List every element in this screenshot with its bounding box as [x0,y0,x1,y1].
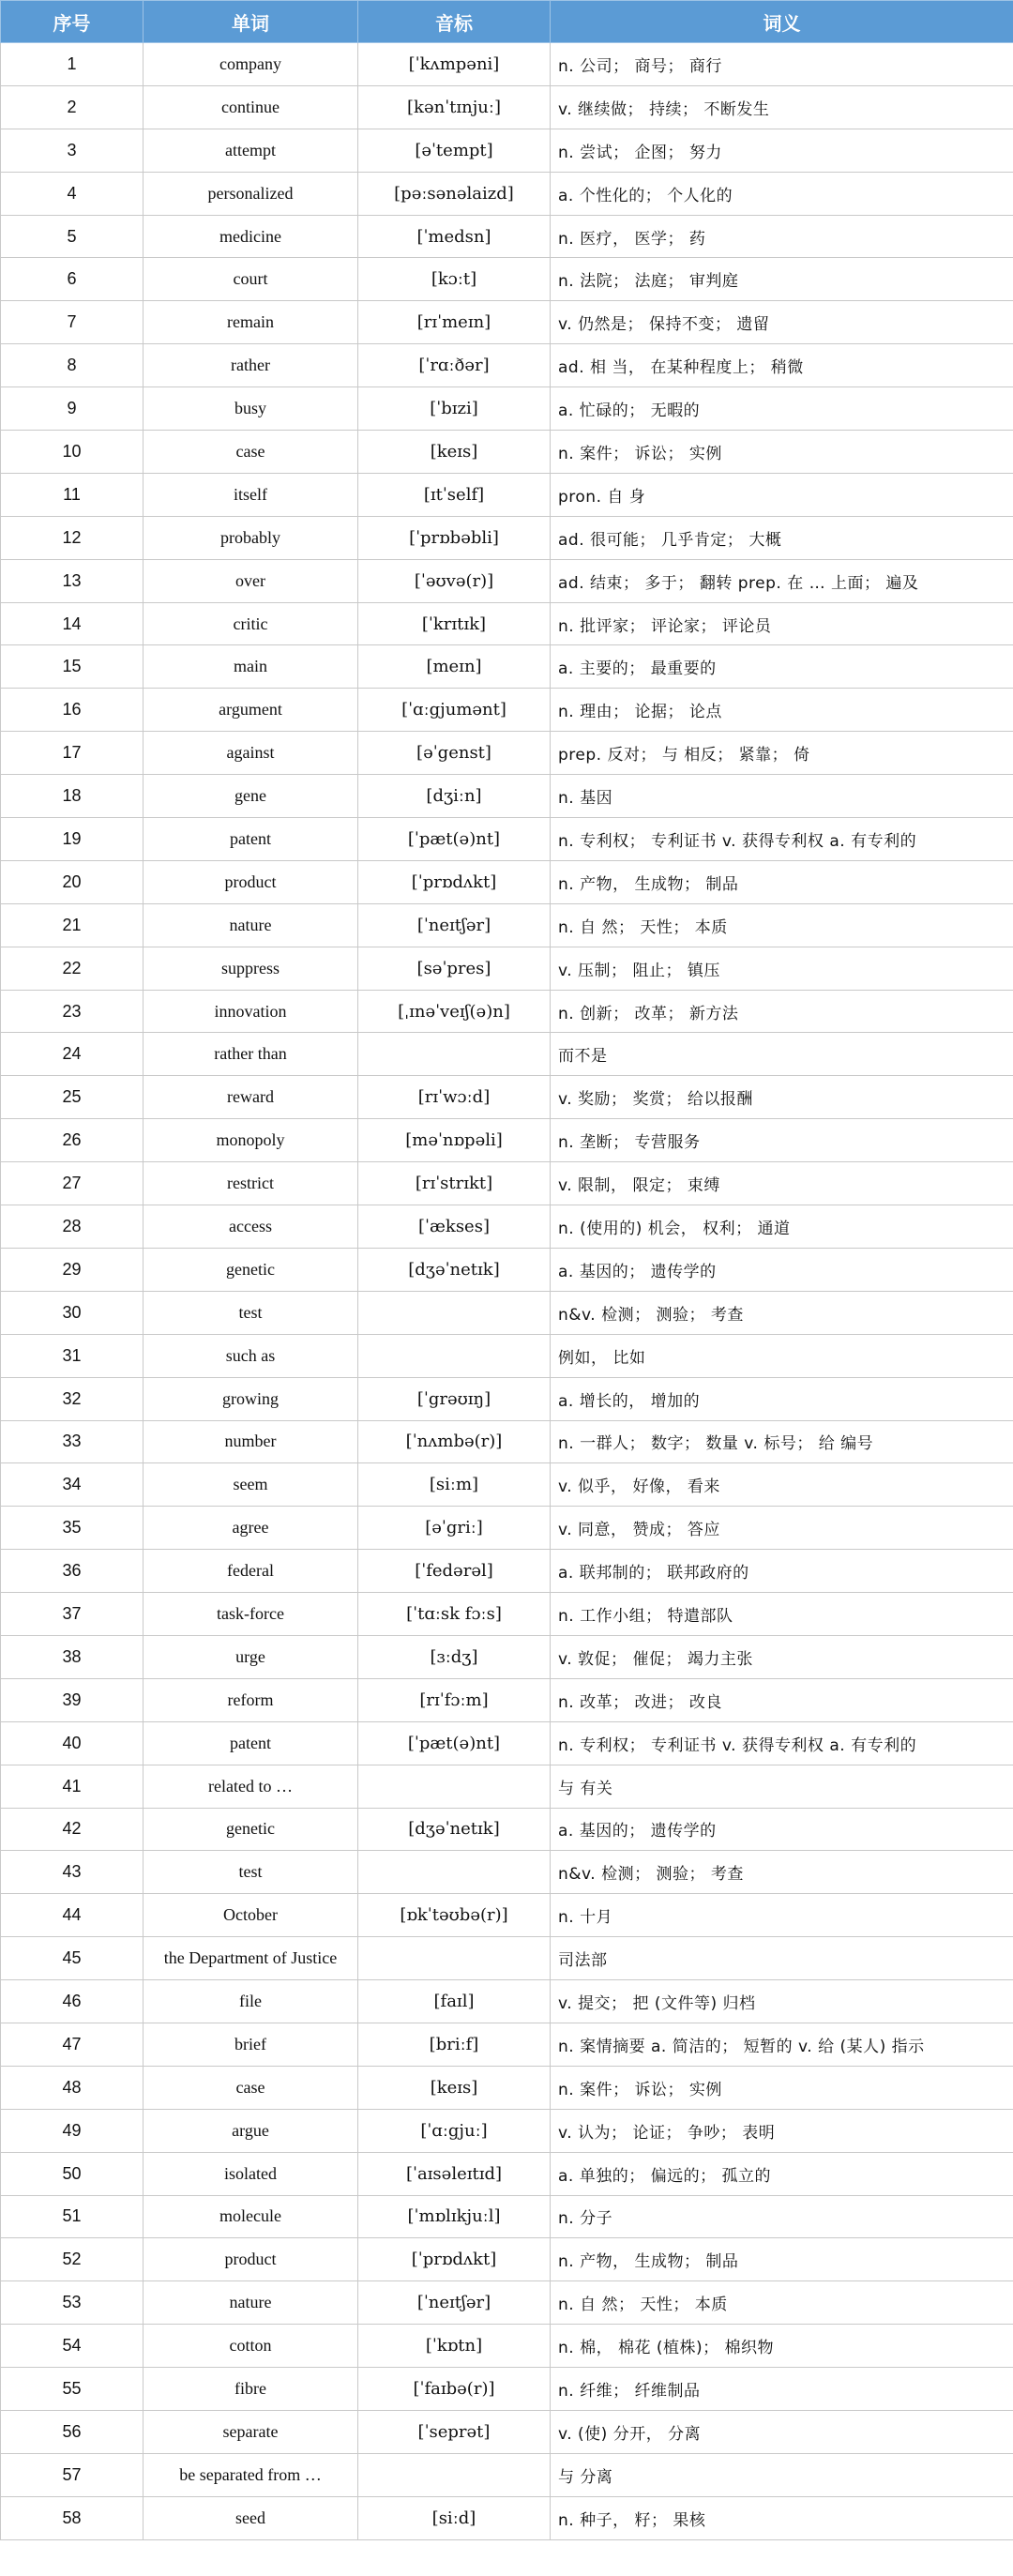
row-definition: n. 公司； 商号； 商行 [551,43,1013,86]
table-row [1,559,1013,602]
table-row [1,1721,1013,1765]
row-definition: n. 工作小组； 特遣部队 [551,1593,1013,1636]
row-definition: n. 医疗， 医学； 药 [551,215,1013,258]
row-definition: v. 认为； 论证； 争吵； 表明 [551,2109,1013,2152]
table-row [1,1119,1013,1162]
row-definition: n. 自 然； 天性； 本质 [551,903,1013,947]
row-number: 12 [1,516,144,559]
row-number: 47 [1,2023,144,2066]
row-definition: n. 专利权； 专利证书 v. 获得专利权 a. 有专利的 [551,1721,1013,1765]
table-row [1,645,1013,689]
row-phonetic: [ˈpæt(ə)nt] [358,818,551,861]
row-phonetic: [siːm] [358,1463,551,1507]
table-row [1,1205,1013,1249]
table-row [1,1291,1013,1334]
table-row [1,1937,1013,1980]
row-phonetic: [briːf] [358,2023,551,2066]
row-phonetic: [rɪˈstrɪkt] [358,1162,551,1205]
row-definition: n. 案件； 诉讼； 实例 [551,431,1013,474]
row-phonetic [358,1937,551,1980]
row-number: 27 [1,1162,144,1205]
row-definition: a. 基因的； 遗传学的 [551,1248,1013,1291]
row-word: seem [144,1463,358,1507]
table-row [1,2410,1013,2453]
table-row [1,860,1013,903]
row-definition: a. 基因的； 遗传学的 [551,1808,1013,1851]
row-definition: n. 创新； 改革； 新方法 [551,990,1013,1033]
row-word: product [144,2238,358,2281]
row-word: such as [144,1334,358,1377]
row-word: separate [144,2410,358,2453]
row-number: 31 [1,1334,144,1377]
row-definition: n. 产物， 生成物； 制品 [551,860,1013,903]
row-definition: v. (使) 分开， 分离 [551,2410,1013,2453]
row-word: patent [144,818,358,861]
row-phonetic [358,1334,551,1377]
row-phonetic: [səˈpres] [358,947,551,990]
row-definition: a. 增长的， 增加的 [551,1377,1013,1420]
row-definition: n. 垄断； 专营服务 [551,1119,1013,1162]
row-number: 55 [1,2368,144,2411]
row-definition: 与 分离 [551,2453,1013,2496]
row-phonetic: [rɪˈwɔːd] [358,1076,551,1119]
row-number: 23 [1,990,144,1033]
row-phonetic: [ˈəʊvə(r)] [358,559,551,602]
row-number: 43 [1,1851,144,1894]
table-row [1,990,1013,1033]
row-word: gene [144,775,358,818]
row-word: genetic [144,1248,358,1291]
row-word: seed [144,2496,358,2539]
row-number: 17 [1,732,144,775]
table-row [1,1507,1013,1550]
table-row [1,1980,1013,2023]
row-number: 8 [1,344,144,387]
row-number: 37 [1,1593,144,1636]
table-row [1,1678,1013,1721]
table-row [1,2368,1013,2411]
row-phonetic: [ɒkˈtəʊbə(r)] [358,1894,551,1937]
row-phonetic: [ˈbɪzi] [358,387,551,431]
row-number: 32 [1,1377,144,1420]
table-row [1,85,1013,129]
row-definition: a. 主要的； 最重要的 [551,645,1013,689]
row-definition: a. 单独的； 偏远的； 孤立的 [551,2152,1013,2195]
table-row [1,215,1013,258]
row-number: 38 [1,1635,144,1678]
row-word: nature [144,903,358,947]
row-word: innovation [144,990,358,1033]
row-word: case [144,2066,358,2109]
row-number: 14 [1,602,144,645]
row-definition: n. 基因 [551,775,1013,818]
row-word: brief [144,2023,358,2066]
row-word: nature [144,2281,358,2325]
row-definition: v. 奖励； 奖赏； 给以报酬 [551,1076,1013,1119]
table-row [1,43,1013,86]
row-number: 26 [1,1119,144,1162]
row-number: 21 [1,903,144,947]
row-number: 5 [1,215,144,258]
row-phonetic: [ˈrɑːðər] [358,344,551,387]
table-row [1,344,1013,387]
table-row [1,1765,1013,1808]
row-phonetic [358,2453,551,2496]
row-number: 48 [1,2066,144,2109]
table-row [1,1463,1013,1507]
row-phonetic: [ˈmɒlɪkjuːl] [358,2195,551,2238]
row-phonetic: [rɪˈmeɪn] [358,301,551,344]
row-phonetic: [məˈnɒpəli] [358,1119,551,1162]
row-phonetic: [keɪs] [358,431,551,474]
row-number: 18 [1,775,144,818]
row-word: file [144,1980,358,2023]
row-phonetic: [ˈfaɪbə(r)] [358,2368,551,2411]
row-number: 28 [1,1205,144,1249]
row-definition: ad. 相 当， 在某种程度上； 稍微 [551,344,1013,387]
row-word: court [144,258,358,301]
row-phonetic: [ˈɑːgjuː] [358,2109,551,2152]
row-phonetic: [ˌɪnəˈveɪʃ(ə)n] [358,990,551,1033]
row-word: patent [144,1721,358,1765]
table-row [1,473,1013,516]
row-number: 25 [1,1076,144,1119]
row-number: 50 [1,2152,144,2195]
row-phonetic: [ˈprɒdʌkt] [358,2238,551,2281]
row-definition: n. 棉， 棉花 (植株)； 棉织物 [551,2325,1013,2368]
row-number: 42 [1,1808,144,1851]
row-definition: n&v. 检测； 测验； 考查 [551,1851,1013,1894]
row-number: 9 [1,387,144,431]
row-phonetic: [keɪs] [358,2066,551,2109]
row-word: growing [144,1377,358,1420]
row-number: 22 [1,947,144,990]
row-number: 24 [1,1033,144,1076]
row-number: 4 [1,172,144,215]
row-number: 10 [1,431,144,474]
row-definition: v. 敦促； 催促； 竭力主张 [551,1635,1013,1678]
row-phonetic: [əˈgriː] [358,1507,551,1550]
table-row [1,129,1013,172]
row-definition: n. (使用的) 机会， 权利； 通道 [551,1205,1013,1249]
row-phonetic: [ˈneɪtʃər] [358,2281,551,2325]
row-word: cotton [144,2325,358,2368]
table-row [1,1851,1013,1894]
table-row [1,1248,1013,1291]
row-phonetic [358,1033,551,1076]
row-phonetic: [ˈnʌmbə(r)] [358,1420,551,1463]
row-number: 39 [1,1678,144,1721]
header-word: 单词 [144,1,358,43]
header-phonetic: 音标 [358,1,551,43]
row-phonetic: [ˈfedərəl] [358,1550,551,1593]
row-phonetic: [ˈpæt(ə)nt] [358,1721,551,1765]
header-row [1,1,1013,43]
row-word: agree [144,1507,358,1550]
row-number: 20 [1,860,144,903]
row-phonetic: [ˈækses] [358,1205,551,1249]
row-number: 53 [1,2281,144,2325]
row-word: related to … [144,1765,358,1808]
row-word: rather [144,344,358,387]
row-phonetic: [əˈtempt] [358,129,551,172]
row-definition: ad. 结束； 多于； 翻转 prep. 在 … 上面； 遍及 [551,559,1013,602]
row-word: medicine [144,215,358,258]
row-word: monopoly [144,1119,358,1162]
row-definition: n. 分子 [551,2195,1013,2238]
row-definition: n. 案情摘要 a. 简洁的； 短暂的 v. 给 (某人) 指示 [551,2023,1013,2066]
row-number: 44 [1,1894,144,1937]
row-word: remain [144,301,358,344]
row-phonetic: [ˈprɒbəbli] [358,516,551,559]
table-row [1,2152,1013,2195]
row-word: fibre [144,2368,358,2411]
table-row [1,1076,1013,1119]
table-row [1,2109,1013,2152]
row-definition: n&v. 检测； 测验； 考查 [551,1291,1013,1334]
row-word: the Department of Justice [144,1937,358,1980]
row-word: number [144,1420,358,1463]
row-definition: prep. 反对； 与 相反； 紧靠； 倚 [551,732,1013,775]
row-phonetic: [ˈɑːgjumənt] [358,689,551,732]
row-word: personalized [144,172,358,215]
row-definition: n. 批评家； 评论家； 评论员 [551,602,1013,645]
row-definition: n. 案件； 诉讼； 实例 [551,2066,1013,2109]
row-definition: 司法部 [551,1937,1013,1980]
table-row [1,301,1013,344]
row-definition: a. 个性化的； 个人化的 [551,172,1013,215]
row-phonetic: [dʒiːn] [358,775,551,818]
row-definition: n. 尝试； 企图； 努力 [551,129,1013,172]
header-num: 序号 [1,1,144,43]
table-row [1,2496,1013,2539]
row-definition: a. 忙碌的； 无暇的 [551,387,1013,431]
row-definition: v. 仍然是； 保持不变； 遗留 [551,301,1013,344]
row-number: 30 [1,1291,144,1334]
row-number: 54 [1,2325,144,2368]
row-phonetic: [dʒəˈnetɪk] [358,1248,551,1291]
row-definition: ad. 很可能； 几乎肯定； 大概 [551,516,1013,559]
table-row [1,1808,1013,1851]
row-definition: v. 提交； 把 (文件等) 归档 [551,1980,1013,2023]
row-phonetic: [ˈkʌmpəni] [358,43,551,86]
row-phonetic: [ˈneɪtʃər] [358,903,551,947]
row-definition: n. 种子， 籽； 果核 [551,2496,1013,2539]
row-word: continue [144,85,358,129]
row-phonetic: [pəːsənəlaizd] [358,172,551,215]
row-phonetic [358,1765,551,1808]
row-word: test [144,1851,358,1894]
row-definition: pron. 自 身 [551,473,1013,516]
table-row [1,2238,1013,2281]
table-row [1,775,1013,818]
row-word: reward [144,1076,358,1119]
table-row [1,387,1013,431]
row-definition: n. 法院； 法庭； 审判庭 [551,258,1013,301]
row-number: 19 [1,818,144,861]
table-row [1,947,1013,990]
table-row [1,516,1013,559]
row-phonetic [358,1291,551,1334]
row-word: test [144,1291,358,1334]
row-number: 33 [1,1420,144,1463]
row-number: 6 [1,258,144,301]
row-phonetic: [dʒəˈnetɪk] [358,1808,551,1851]
row-definition: n. 产物， 生成物； 制品 [551,2238,1013,2281]
row-word: be separated from … [144,2453,358,2496]
table-row [1,1033,1013,1076]
row-number: 45 [1,1937,144,1980]
row-number: 58 [1,2496,144,2539]
row-definition: n. 改革； 改进； 改良 [551,1678,1013,1721]
row-phonetic: [ˈaɪsəleɪtɪd] [358,2152,551,2195]
table-row [1,258,1013,301]
row-number: 35 [1,1507,144,1550]
row-number: 3 [1,129,144,172]
row-word: busy [144,387,358,431]
table-row [1,1550,1013,1593]
row-number: 13 [1,559,144,602]
row-definition: v. 限制， 限定； 束缚 [551,1162,1013,1205]
row-phonetic: [kɔːt] [358,258,551,301]
table-row [1,1162,1013,1205]
row-number: 15 [1,645,144,689]
row-definition: v. 压制； 阻止； 镇压 [551,947,1013,990]
row-word: main [144,645,358,689]
row-number: 34 [1,1463,144,1507]
row-number: 49 [1,2109,144,2152]
row-definition: v. 同意， 赞成； 答应 [551,1507,1013,1550]
row-word: task-force [144,1593,358,1636]
table-row [1,172,1013,215]
row-word: attempt [144,129,358,172]
row-number: 7 [1,301,144,344]
row-definition: 例如， 比如 [551,1334,1013,1377]
row-number: 56 [1,2410,144,2453]
row-word: probably [144,516,358,559]
row-word: urge [144,1635,358,1678]
row-phonetic: [siːd] [358,2496,551,2539]
table-row [1,689,1013,732]
row-word: rather than [144,1033,358,1076]
row-word: suppress [144,947,358,990]
table-row [1,602,1013,645]
table-row [1,903,1013,947]
row-phonetic [358,1851,551,1894]
row-word: restrict [144,1162,358,1205]
row-number: 40 [1,1721,144,1765]
row-word: argue [144,2109,358,2152]
row-definition: 与 有关 [551,1765,1013,1808]
row-definition: n. 专利权； 专利证书 v. 获得专利权 a. 有专利的 [551,818,1013,861]
row-phonetic: [rɪˈfɔːm] [358,1678,551,1721]
row-word: product [144,860,358,903]
row-definition: 而不是 [551,1033,1013,1076]
row-phonetic: [əˈgenst] [358,732,551,775]
table-row [1,2325,1013,2368]
row-phonetic: [kənˈtɪnjuː] [358,85,551,129]
table-row [1,431,1013,474]
row-word: argument [144,689,358,732]
row-phonetic: [ˈseprət] [358,2410,551,2453]
row-word: case [144,431,358,474]
table-row [1,2281,1013,2325]
row-phonetic: [ɜːdʒ] [358,1635,551,1678]
table-header [1,1,1013,43]
table-row [1,1420,1013,1463]
row-word: itself [144,473,358,516]
row-word: genetic [144,1808,358,1851]
table-row [1,1334,1013,1377]
row-definition: n. 纤维； 纤维制品 [551,2368,1013,2411]
row-number: 2 [1,85,144,129]
table-body [1,43,1013,2540]
table-row [1,1377,1013,1420]
table-row [1,1635,1013,1678]
table-row [1,818,1013,861]
row-phonetic: [meɪn] [358,645,551,689]
row-definition: n. 自 然； 天性； 本质 [551,2281,1013,2325]
row-number: 1 [1,43,144,86]
table-row [1,732,1013,775]
row-phonetic: [ˈprɒdʌkt] [358,860,551,903]
row-number: 36 [1,1550,144,1593]
table-row [1,1593,1013,1636]
row-number: 11 [1,473,144,516]
row-phonetic: [ˈkɒtn] [358,2325,551,2368]
row-number: 51 [1,2195,144,2238]
row-definition: v. 继续做； 持续； 不断发生 [551,85,1013,129]
row-definition: n. 十月 [551,1894,1013,1937]
row-phonetic: [ˈgrəʊɪŋ] [358,1377,551,1420]
row-word: over [144,559,358,602]
row-word: company [144,43,358,86]
row-number: 52 [1,2238,144,2281]
table-row [1,2453,1013,2496]
row-word: access [144,1205,358,1249]
row-phonetic: [ˈmedsn] [358,215,551,258]
table-row [1,2023,1013,2066]
row-number: 41 [1,1765,144,1808]
table-row [1,1894,1013,1937]
table-row [1,2195,1013,2238]
table-row [1,2066,1013,2109]
row-word: isolated [144,2152,358,2195]
row-number: 29 [1,1248,144,1291]
row-phonetic: [ˈtɑːsk fɔːs] [358,1593,551,1636]
header-definition: 词义 [551,1,1013,43]
row-definition: a. 联邦制的； 联邦政府的 [551,1550,1013,1593]
row-word: reform [144,1678,358,1721]
row-word: federal [144,1550,358,1593]
row-number: 46 [1,1980,144,2023]
row-definition: n. 理由； 论据； 论点 [551,689,1013,732]
row-number: 16 [1,689,144,732]
row-word: against [144,732,358,775]
row-word: October [144,1894,358,1937]
row-definition: n. 一群人； 数字； 数量 v. 标号； 给 编号 [551,1420,1013,1463]
row-word: critic [144,602,358,645]
row-phonetic: [ɪtˈself] [358,473,551,516]
row-word: molecule [144,2195,358,2238]
row-phonetic: [faɪl] [358,1980,551,2023]
row-number: 57 [1,2453,144,2496]
row-definition: v. 似乎， 好像， 看来 [551,1463,1013,1507]
row-phonetic: [ˈkrɪtɪk] [358,602,551,645]
